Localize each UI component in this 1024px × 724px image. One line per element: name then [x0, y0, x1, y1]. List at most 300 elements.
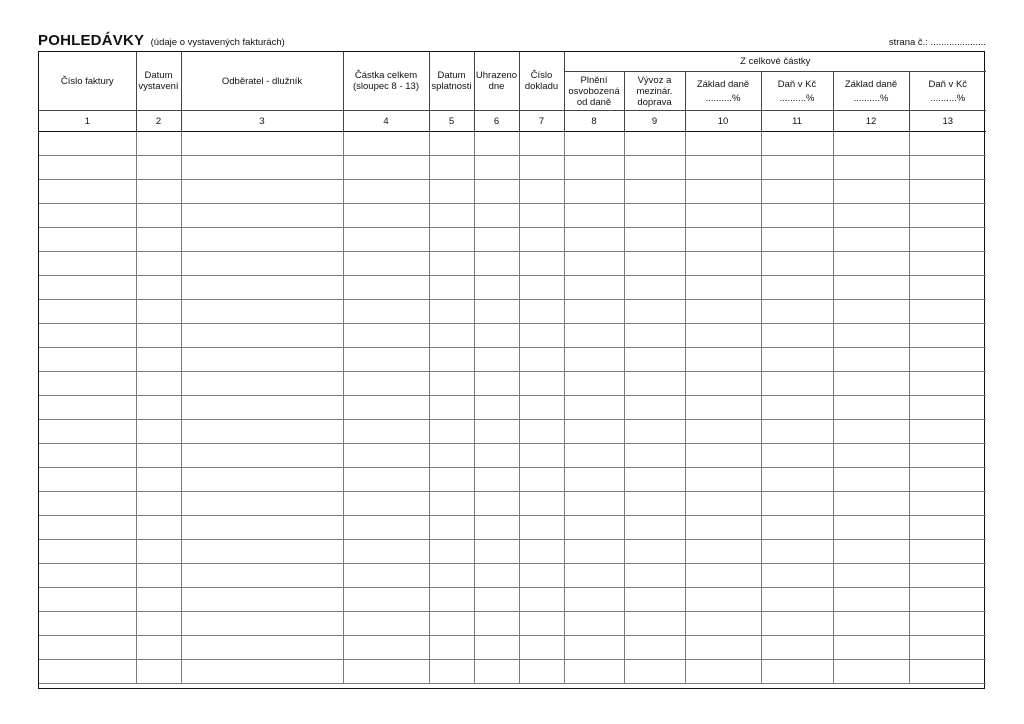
table-cell[interactable]: [564, 444, 624, 468]
table-cell[interactable]: [909, 300, 986, 324]
table-cell[interactable]: [833, 564, 909, 588]
table-cell[interactable]: [519, 132, 564, 156]
table-cell[interactable]: [429, 372, 474, 396]
table-cell[interactable]: [39, 516, 136, 540]
table-cell[interactable]: [429, 300, 474, 324]
table-cell[interactable]: [429, 540, 474, 564]
table-cell[interactable]: [429, 660, 474, 684]
table-cell[interactable]: [833, 204, 909, 228]
table-cell[interactable]: [833, 468, 909, 492]
table-cell[interactable]: [343, 468, 429, 492]
table-cell[interactable]: [685, 348, 761, 372]
table-cell[interactable]: [39, 612, 136, 636]
table-cell[interactable]: [909, 564, 986, 588]
table-cell[interactable]: [909, 588, 986, 612]
table-cell[interactable]: [474, 324, 519, 348]
table-cell[interactable]: [833, 132, 909, 156]
table-cell[interactable]: [136, 588, 181, 612]
table-cell[interactable]: [474, 660, 519, 684]
table-cell[interactable]: [909, 156, 986, 180]
table-cell[interactable]: [685, 228, 761, 252]
table-cell[interactable]: [429, 420, 474, 444]
table-cell[interactable]: [761, 276, 833, 300]
table-cell[interactable]: [474, 468, 519, 492]
table-cell[interactable]: [474, 420, 519, 444]
table-cell[interactable]: [39, 540, 136, 564]
table-cell[interactable]: [624, 348, 685, 372]
table-cell[interactable]: [343, 660, 429, 684]
table-cell[interactable]: [136, 252, 181, 276]
table-cell[interactable]: [181, 276, 343, 300]
table-cell[interactable]: [429, 636, 474, 660]
table-cell[interactable]: [181, 420, 343, 444]
table-cell[interactable]: [181, 132, 343, 156]
table-cell[interactable]: [39, 636, 136, 660]
table-cell[interactable]: [624, 252, 685, 276]
table-cell[interactable]: [343, 612, 429, 636]
table-cell[interactable]: [685, 564, 761, 588]
table-cell[interactable]: [519, 180, 564, 204]
table-cell[interactable]: [39, 660, 136, 684]
table-cell[interactable]: [474, 228, 519, 252]
table-cell[interactable]: [761, 636, 833, 660]
table-cell[interactable]: [343, 396, 429, 420]
table-cell[interactable]: [39, 132, 136, 156]
table-cell[interactable]: [39, 156, 136, 180]
table-cell[interactable]: [39, 468, 136, 492]
table-cell[interactable]: [343, 300, 429, 324]
table-cell[interactable]: [181, 180, 343, 204]
table-cell[interactable]: [833, 516, 909, 540]
table-cell[interactable]: [136, 372, 181, 396]
table-cell[interactable]: [685, 180, 761, 204]
table-cell[interactable]: [474, 444, 519, 468]
table-cell[interactable]: [761, 492, 833, 516]
table-cell[interactable]: [685, 396, 761, 420]
table-cell[interactable]: [136, 300, 181, 324]
table-cell[interactable]: [343, 420, 429, 444]
table-cell[interactable]: [685, 540, 761, 564]
table-cell[interactable]: [761, 420, 833, 444]
table-cell[interactable]: [909, 420, 986, 444]
table-cell[interactable]: [429, 348, 474, 372]
table-cell[interactable]: [181, 204, 343, 228]
table-cell[interactable]: [624, 468, 685, 492]
table-cell[interactable]: [624, 276, 685, 300]
table-cell[interactable]: [761, 660, 833, 684]
table-cell[interactable]: [833, 252, 909, 276]
table-cell[interactable]: [519, 564, 564, 588]
table-cell[interactable]: [429, 588, 474, 612]
table-cell[interactable]: [624, 372, 685, 396]
table-cell[interactable]: [343, 180, 429, 204]
table-cell[interactable]: [181, 564, 343, 588]
table-cell[interactable]: [343, 228, 429, 252]
table-cell[interactable]: [136, 468, 181, 492]
table-cell[interactable]: [519, 204, 564, 228]
table-cell[interactable]: [685, 588, 761, 612]
table-cell[interactable]: [136, 492, 181, 516]
table-cell[interactable]: [136, 540, 181, 564]
table-cell[interactable]: [39, 444, 136, 468]
table-cell[interactable]: [474, 156, 519, 180]
table-cell[interactable]: [564, 564, 624, 588]
table-cell[interactable]: [624, 660, 685, 684]
table-cell[interactable]: [685, 660, 761, 684]
table-cell[interactable]: [136, 444, 181, 468]
table-cell[interactable]: [136, 324, 181, 348]
table-cell[interactable]: [39, 564, 136, 588]
table-cell[interactable]: [564, 588, 624, 612]
table-cell[interactable]: [624, 636, 685, 660]
table-cell[interactable]: [474, 180, 519, 204]
table-cell[interactable]: [909, 468, 986, 492]
table-cell[interactable]: [181, 492, 343, 516]
table-cell[interactable]: [685, 516, 761, 540]
table-cell[interactable]: [474, 348, 519, 372]
table-cell[interactable]: [761, 180, 833, 204]
table-cell[interactable]: [564, 396, 624, 420]
table-cell[interactable]: [519, 396, 564, 420]
table-cell[interactable]: [833, 276, 909, 300]
table-cell[interactable]: [474, 300, 519, 324]
table-cell[interactable]: [39, 420, 136, 444]
table-cell[interactable]: [685, 420, 761, 444]
table-cell[interactable]: [909, 444, 986, 468]
table-cell[interactable]: [685, 252, 761, 276]
table-cell[interactable]: [624, 132, 685, 156]
table-cell[interactable]: [181, 516, 343, 540]
table-cell[interactable]: [429, 468, 474, 492]
table-cell[interactable]: [474, 492, 519, 516]
table-cell[interactable]: [761, 372, 833, 396]
table-cell[interactable]: [564, 228, 624, 252]
table-cell[interactable]: [761, 132, 833, 156]
table-cell[interactable]: [564, 132, 624, 156]
table-cell[interactable]: [519, 228, 564, 252]
table-cell[interactable]: [136, 420, 181, 444]
table-cell[interactable]: [429, 204, 474, 228]
table-cell[interactable]: [761, 564, 833, 588]
table-cell[interactable]: [519, 372, 564, 396]
table-cell[interactable]: [136, 132, 181, 156]
table-cell[interactable]: [761, 300, 833, 324]
table-cell[interactable]: [564, 204, 624, 228]
table-cell[interactable]: [833, 540, 909, 564]
table-cell[interactable]: [429, 396, 474, 420]
table-cell[interactable]: [343, 324, 429, 348]
table-cell[interactable]: [136, 348, 181, 372]
table-cell[interactable]: [564, 612, 624, 636]
table-cell[interactable]: [833, 180, 909, 204]
table-cell[interactable]: [761, 396, 833, 420]
table-cell[interactable]: [833, 300, 909, 324]
table-cell[interactable]: [474, 396, 519, 420]
table-cell[interactable]: [685, 492, 761, 516]
table-cell[interactable]: [685, 156, 761, 180]
table-cell[interactable]: [343, 588, 429, 612]
table-cell[interactable]: [909, 324, 986, 348]
table-cell[interactable]: [39, 180, 136, 204]
table-cell[interactable]: [564, 156, 624, 180]
table-cell[interactable]: [181, 228, 343, 252]
table-cell[interactable]: [181, 252, 343, 276]
table-cell[interactable]: [474, 516, 519, 540]
table-cell[interactable]: [685, 204, 761, 228]
table-cell[interactable]: [833, 372, 909, 396]
table-cell[interactable]: [181, 156, 343, 180]
table-cell[interactable]: [624, 204, 685, 228]
table-cell[interactable]: [761, 228, 833, 252]
table-cell[interactable]: [909, 348, 986, 372]
table-cell[interactable]: [564, 276, 624, 300]
table-cell[interactable]: [909, 252, 986, 276]
table-cell[interactable]: [136, 516, 181, 540]
table-cell[interactable]: [39, 300, 136, 324]
table-cell[interactable]: [343, 276, 429, 300]
table-cell[interactable]: [624, 420, 685, 444]
table-cell[interactable]: [624, 564, 685, 588]
table-cell[interactable]: [685, 468, 761, 492]
table-cell[interactable]: [136, 396, 181, 420]
table-cell[interactable]: [519, 660, 564, 684]
table-cell[interactable]: [519, 636, 564, 660]
table-cell[interactable]: [833, 492, 909, 516]
table-cell[interactable]: [833, 612, 909, 636]
table-cell[interactable]: [181, 300, 343, 324]
table-cell[interactable]: [474, 132, 519, 156]
table-cell[interactable]: [343, 156, 429, 180]
table-cell[interactable]: [181, 660, 343, 684]
table-cell[interactable]: [685, 132, 761, 156]
table-cell[interactable]: [474, 204, 519, 228]
table-cell[interactable]: [343, 492, 429, 516]
table-cell[interactable]: [39, 372, 136, 396]
table-cell[interactable]: [761, 516, 833, 540]
table-cell[interactable]: [519, 444, 564, 468]
table-cell[interactable]: [909, 228, 986, 252]
table-cell[interactable]: [343, 372, 429, 396]
table-cell[interactable]: [474, 564, 519, 588]
table-cell[interactable]: [519, 612, 564, 636]
table-cell[interactable]: [761, 540, 833, 564]
table-cell[interactable]: [519, 468, 564, 492]
table-cell[interactable]: [39, 588, 136, 612]
table-cell[interactable]: [343, 204, 429, 228]
table-cell[interactable]: [761, 612, 833, 636]
table-cell[interactable]: [624, 540, 685, 564]
table-cell[interactable]: [519, 348, 564, 372]
table-cell[interactable]: [564, 468, 624, 492]
table-cell[interactable]: [833, 444, 909, 468]
table-cell[interactable]: [761, 468, 833, 492]
table-cell[interactable]: [761, 252, 833, 276]
table-cell[interactable]: [564, 180, 624, 204]
table-cell[interactable]: [343, 252, 429, 276]
table-cell[interactable]: [136, 156, 181, 180]
table-cell[interactable]: [181, 348, 343, 372]
table-cell[interactable]: [761, 348, 833, 372]
table-cell[interactable]: [564, 540, 624, 564]
table-cell[interactable]: [181, 588, 343, 612]
table-cell[interactable]: [624, 156, 685, 180]
table-cell[interactable]: [343, 636, 429, 660]
table-cell[interactable]: [181, 612, 343, 636]
table-cell[interactable]: [685, 636, 761, 660]
table-cell[interactable]: [761, 156, 833, 180]
table-cell[interactable]: [39, 396, 136, 420]
table-cell[interactable]: [181, 540, 343, 564]
table-cell[interactable]: [685, 612, 761, 636]
table-cell[interactable]: [181, 396, 343, 420]
table-cell[interactable]: [429, 564, 474, 588]
table-cell[interactable]: [474, 588, 519, 612]
table-cell[interactable]: [429, 324, 474, 348]
table-cell[interactable]: [624, 180, 685, 204]
table-cell[interactable]: [429, 444, 474, 468]
table-cell[interactable]: [833, 660, 909, 684]
table-cell[interactable]: [833, 420, 909, 444]
table-cell[interactable]: [39, 348, 136, 372]
table-cell[interactable]: [474, 252, 519, 276]
table-cell[interactable]: [429, 156, 474, 180]
table-cell[interactable]: [429, 228, 474, 252]
table-cell[interactable]: [564, 492, 624, 516]
table-cell[interactable]: [624, 588, 685, 612]
table-cell[interactable]: [624, 492, 685, 516]
table-cell[interactable]: [519, 252, 564, 276]
table-cell[interactable]: [136, 612, 181, 636]
table-cell[interactable]: [909, 396, 986, 420]
table-cell[interactable]: [429, 276, 474, 300]
table-cell[interactable]: [761, 444, 833, 468]
table-cell[interactable]: [833, 636, 909, 660]
table-cell[interactable]: [685, 300, 761, 324]
table-cell[interactable]: [343, 444, 429, 468]
table-cell[interactable]: [909, 204, 986, 228]
table-cell[interactable]: [39, 228, 136, 252]
table-cell[interactable]: [474, 540, 519, 564]
table-cell[interactable]: [136, 564, 181, 588]
table-cell[interactable]: [624, 516, 685, 540]
table-cell[interactable]: [39, 276, 136, 300]
table-cell[interactable]: [564, 660, 624, 684]
table-cell[interactable]: [909, 660, 986, 684]
table-cell[interactable]: [136, 180, 181, 204]
table-cell[interactable]: [624, 300, 685, 324]
table-cell[interactable]: [343, 564, 429, 588]
table-cell[interactable]: [833, 396, 909, 420]
table-cell[interactable]: [624, 612, 685, 636]
table-cell[interactable]: [833, 324, 909, 348]
table-cell[interactable]: [474, 276, 519, 300]
receivables-table: [39, 52, 986, 684]
table-cell[interactable]: [343, 348, 429, 372]
table-cell[interactable]: [564, 348, 624, 372]
table-cell[interactable]: [39, 252, 136, 276]
table-cell[interactable]: [519, 156, 564, 180]
table-cell[interactable]: [343, 516, 429, 540]
table-cell[interactable]: [429, 492, 474, 516]
table-cell[interactable]: [429, 180, 474, 204]
table-cell[interactable]: [519, 588, 564, 612]
table-cell[interactable]: [909, 132, 986, 156]
table-cell[interactable]: [136, 276, 181, 300]
table-cell[interactable]: [136, 636, 181, 660]
table-cell[interactable]: [909, 492, 986, 516]
table-cell[interactable]: [564, 516, 624, 540]
table-cell[interactable]: [761, 204, 833, 228]
table-cell[interactable]: [519, 300, 564, 324]
table-cell[interactable]: [564, 420, 624, 444]
table-cell[interactable]: [181, 636, 343, 660]
table-cell[interactable]: [909, 276, 986, 300]
table-cell[interactable]: [909, 180, 986, 204]
table-cell[interactable]: [685, 372, 761, 396]
table-cell[interactable]: [519, 324, 564, 348]
table-cell[interactable]: [564, 252, 624, 276]
table-cell[interactable]: [474, 372, 519, 396]
table-cell[interactable]: [519, 276, 564, 300]
table-cell[interactable]: [685, 324, 761, 348]
table-cell[interactable]: [181, 324, 343, 348]
table-cell[interactable]: [624, 444, 685, 468]
table-cell[interactable]: [39, 204, 136, 228]
table-cell[interactable]: [181, 372, 343, 396]
table-cell[interactable]: [624, 228, 685, 252]
table-cell[interactable]: [39, 324, 136, 348]
table-cell[interactable]: [519, 516, 564, 540]
table-cell[interactable]: [624, 396, 685, 420]
table-cell[interactable]: [564, 372, 624, 396]
table-cell[interactable]: [343, 540, 429, 564]
table-cell[interactable]: [519, 540, 564, 564]
table-cell[interactable]: [474, 636, 519, 660]
table-cell[interactable]: [909, 636, 986, 660]
table-cell[interactable]: [519, 420, 564, 444]
table-cell[interactable]: [136, 660, 181, 684]
table-cell[interactable]: [909, 516, 986, 540]
table-cell[interactable]: [833, 156, 909, 180]
table-cell[interactable]: [429, 516, 474, 540]
table-cell[interactable]: [833, 348, 909, 372]
table-cell[interactable]: [429, 252, 474, 276]
table-cell[interactable]: [181, 444, 343, 468]
table-cell[interactable]: [39, 492, 136, 516]
table-cell[interactable]: [181, 468, 343, 492]
table-cell[interactable]: [564, 300, 624, 324]
table-cell[interactable]: [519, 492, 564, 516]
table-cell[interactable]: [685, 444, 761, 468]
table-cell[interactable]: [136, 204, 181, 228]
table-cell[interactable]: [564, 636, 624, 660]
table-cell[interactable]: [624, 324, 685, 348]
table-cell[interactable]: [833, 228, 909, 252]
table-cell[interactable]: [833, 588, 909, 612]
table-cell[interactable]: [343, 132, 429, 156]
table-cell[interactable]: [474, 612, 519, 636]
table-cell[interactable]: [761, 588, 833, 612]
table-cell[interactable]: [564, 324, 624, 348]
table-cell[interactable]: [909, 540, 986, 564]
table-cell[interactable]: [429, 132, 474, 156]
table-cell[interactable]: [909, 612, 986, 636]
table-cell[interactable]: [761, 324, 833, 348]
table-cell[interactable]: [685, 276, 761, 300]
table-cell[interactable]: [136, 228, 181, 252]
table-cell[interactable]: [429, 612, 474, 636]
table-cell[interactable]: [909, 372, 986, 396]
